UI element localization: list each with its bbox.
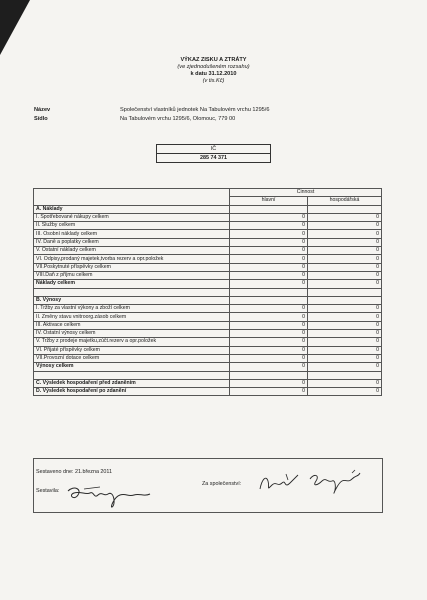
signature-compiler — [64, 483, 159, 511]
section-a-row — [34, 205, 382, 213]
row-value-main: 0 — [230, 338, 308, 346]
total-a-main: 0 — [230, 280, 308, 288]
row-label: I. Spotřebované nákupy celkem — [34, 213, 230, 221]
report-date: k datu 31.12.2010 — [190, 71, 237, 77]
row-value-main: 0 — [230, 238, 308, 246]
result-d-row — [34, 388, 382, 396]
activity-header: Činnost — [230, 189, 382, 197]
row-value-business: 0 — [308, 354, 382, 362]
total-b-label: Výnosy celkem — [34, 363, 230, 371]
row-label: I. Tržby za vlastní výkony a zboží celkem — [34, 305, 230, 313]
row-label: II. Služby celkem — [34, 222, 230, 230]
report-title: VÝKAZ ZISKU A ZTRÁTY — [180, 57, 247, 63]
scan-corner-shadow — [0, 0, 30, 55]
col-business-header: hospodářská — [308, 197, 382, 205]
row-value-business: 0 — [308, 263, 382, 271]
result-d-label: D. Výsledek hospodaření po zdanění — [34, 388, 230, 396]
row-value-main: 0 — [230, 271, 308, 279]
report-unit: (v tis.Kč) — [202, 78, 225, 84]
row-value-main: 0 — [230, 313, 308, 321]
total-b-row — [34, 363, 382, 371]
row-value-business: 0 — [308, 255, 382, 263]
table-row — [34, 338, 382, 346]
signature-member-2 — [306, 469, 362, 497]
total-b-business: 0 — [308, 363, 382, 371]
row-label: VII.Poskytnuté příspěvky celkem — [34, 263, 230, 271]
row-value-main: 0 — [230, 247, 308, 255]
row-value-business: 0 — [308, 271, 382, 279]
signature-member-1 — [256, 471, 300, 495]
result-c-row — [34, 379, 382, 387]
result-c-business: 0 — [308, 379, 382, 387]
company-name: Společenství vlastníků jednotek Na Tabulovém vrchu 1295/6 — [120, 107, 270, 113]
ico-label: IČ — [210, 146, 217, 152]
row-value-main: 0 — [230, 222, 308, 230]
row-label: VIII.Daň z příjmu celkem — [34, 271, 230, 279]
row-label: VII.Provozní dotace celkem — [34, 354, 230, 362]
table-row — [34, 238, 382, 246]
row-value-main: 0 — [230, 354, 308, 362]
row-value-business: 0 — [308, 222, 382, 230]
result-d-main: 0 — [230, 388, 308, 396]
section-b-label: B. Výnosy — [34, 296, 230, 304]
section-a-label: A. Náklady — [34, 205, 230, 213]
table-row — [34, 255, 382, 263]
result-c-main: 0 — [230, 379, 308, 387]
table-row — [34, 321, 382, 329]
table-row — [34, 330, 382, 338]
section-b-row — [34, 296, 382, 304]
row-value-business: 0 — [308, 321, 382, 329]
ico-value: 285 74 371 — [157, 153, 270, 162]
row-value-business: 0 — [308, 330, 382, 338]
compiled-date: Sestaveno dne: 21.března 2011 — [36, 469, 113, 475]
row-label: IV. Daně a poplatky celkem — [34, 238, 230, 246]
row-label: II. Změny stavu vnitroorg.zásob celkem — [34, 313, 230, 321]
spacer-row — [34, 288, 382, 296]
row-value-business: 0 — [308, 238, 382, 246]
row-value-business: 0 — [308, 305, 382, 313]
total-a-business: 0 — [308, 280, 382, 288]
company-seat: Na Tabulovém vrchu 1295/6, Olomouc, 779 00 — [120, 116, 236, 122]
row-label: VI. Odpisy,prodaný majetek,tvorba rezerv a opr.položek — [34, 255, 230, 263]
ico-box — [156, 144, 271, 163]
row-value-main: 0 — [230, 346, 308, 354]
table-row — [34, 354, 382, 362]
row-label: IV. Ostatní výnosy celkem — [34, 330, 230, 338]
total-a-row — [34, 280, 382, 288]
row-value-business: 0 — [308, 346, 382, 354]
table-row — [34, 213, 382, 221]
col-main-header: hlavní — [230, 197, 308, 205]
table-row — [34, 346, 382, 354]
association-label: Za společenství: — [202, 481, 242, 487]
total-b-main: 0 — [230, 363, 308, 371]
company-seat-label: Sídlo — [34, 116, 48, 122]
signature-box — [33, 458, 383, 513]
result-c-label: C. Výsledek hospodaření před zdaněním — [34, 379, 230, 387]
result-d-business: 0 — [308, 388, 382, 396]
row-value-main: 0 — [230, 263, 308, 271]
row-label: VI. Přijaté příspěvky celkem — [34, 346, 230, 354]
profit-loss-table — [33, 188, 382, 396]
table-row — [34, 305, 382, 313]
row-label: III. Osobní náklady celkem — [34, 230, 230, 238]
table-row — [34, 247, 382, 255]
report-subtitle: (ve zjednodušeném rozsahu) — [177, 64, 250, 70]
total-a-label: Náklady celkem — [34, 280, 230, 288]
row-value-business: 0 — [308, 230, 382, 238]
row-value-business: 0 — [308, 313, 382, 321]
table-header-row — [34, 189, 382, 197]
table-subheader-row — [34, 197, 382, 205]
table-row — [34, 230, 382, 238]
row-value-main: 0 — [230, 330, 308, 338]
spacer-row — [34, 371, 382, 379]
row-value-business: 0 — [308, 247, 382, 255]
company-name-label: Název — [34, 107, 51, 113]
row-value-business: 0 — [308, 338, 382, 346]
compiled-by-label: Sestavila: — [36, 488, 60, 494]
row-label: III. Aktivace celkem — [34, 321, 230, 329]
row-value-business: 0 — [308, 213, 382, 221]
table-row — [34, 271, 382, 279]
row-value-main: 0 — [230, 230, 308, 238]
row-value-main: 0 — [230, 213, 308, 221]
table-row — [34, 263, 382, 271]
row-value-main: 0 — [230, 255, 308, 263]
row-label: V. Tržby z prodeje majetku,zúčt.rezerv a opr.položek — [34, 338, 230, 346]
row-label: V. Ostatní náklady celkem — [34, 247, 230, 255]
row-value-main: 0 — [230, 321, 308, 329]
table-row — [34, 313, 382, 321]
table-row — [34, 222, 382, 230]
row-value-main: 0 — [230, 305, 308, 313]
